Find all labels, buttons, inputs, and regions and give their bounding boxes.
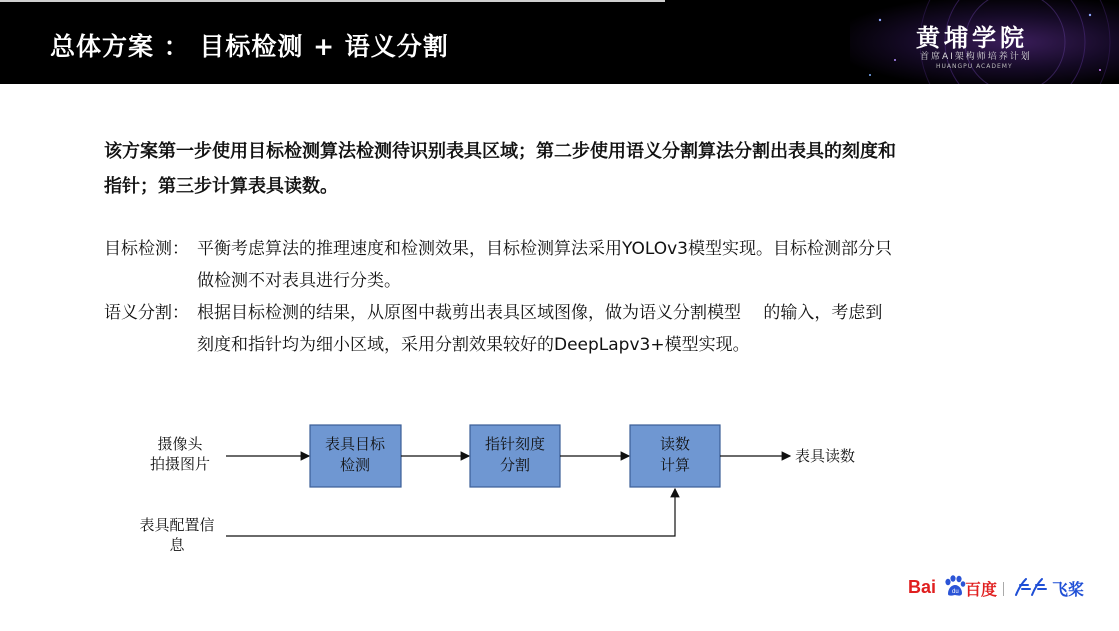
box-detect-label-line1: 表具目标 bbox=[324, 435, 386, 453]
box-detect-label-line2: 检测 bbox=[339, 456, 371, 474]
brand-subtitle: 首席AI架构师培养计划 bbox=[920, 52, 1032, 62]
item-label: 目标检测： bbox=[104, 239, 189, 259]
item-text: 根据目标检测的结果，从原图中裁剪出表具区域图像，做为语义分割模型 的输入，考虑到刻度和指针均为细小区域，采用分割效果较好的DeepLapv3+模型实现。 bbox=[197, 303, 883, 355]
box-segment-label-line1: 指针刻度 bbox=[484, 435, 546, 453]
box-segment-label-line2: 分割 bbox=[499, 456, 531, 474]
item-text: 平衡考虑算法的推理速度和检测效果，目标检测算法采用YOLOv3模型实现。目标检测部分只做检测不对表具进行分类。 bbox=[197, 239, 892, 291]
item-label: 语义分割： bbox=[104, 303, 189, 323]
footer-logo bbox=[908, 574, 1098, 604]
output-label: 表具读数 bbox=[795, 447, 856, 465]
arrow-config-to-compute bbox=[226, 489, 675, 536]
paddle-logo-text: 飞桨 bbox=[1052, 580, 1085, 599]
config-label-line2: 息 bbox=[169, 536, 185, 554]
brand-english-name: HUANGPU ACADEMY bbox=[936, 63, 1013, 70]
page-title: 总体方案 ： 目标检测 + 语义分割 bbox=[50, 32, 449, 61]
input-label-line2: 拍摄图片 bbox=[149, 455, 211, 473]
config-label-line1: 表具配置信 bbox=[139, 516, 215, 534]
brand-name: 黄埔学院 bbox=[916, 24, 1028, 52]
box-compute-label-line2: 计算 bbox=[659, 456, 691, 474]
baidu-chinese-text: 百度 bbox=[965, 580, 998, 599]
box-compute-label-line1: 读数 bbox=[659, 435, 691, 453]
baidu-logo-text: Bai bbox=[908, 577, 937, 597]
input-label-line1: 摄像头 bbox=[157, 435, 203, 453]
baidu-paw-icon bbox=[942, 574, 966, 598]
svg-text:du: du bbox=[952, 589, 959, 595]
summary-paragraph: 该方案第一步使用目标检测算法检测待识别表具区域；第二步使用语义分割算法分割出表具的刻度和指针；第三步计算表具读数。 bbox=[104, 141, 896, 197]
paddle-logo-icon bbox=[1012, 575, 1052, 601]
logo-divider bbox=[1003, 582, 1004, 596]
